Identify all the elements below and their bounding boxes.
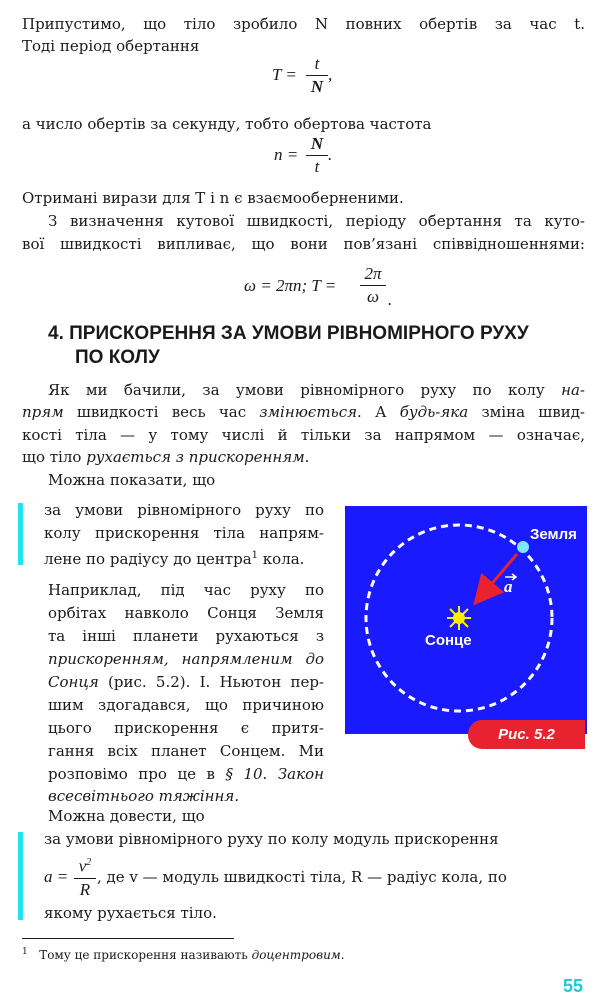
fraction-numerator: t bbox=[314, 54, 320, 73]
highlight-line: якому рухається тіло. bbox=[44, 904, 217, 922]
paragraph-line: З визначення кутової швидкості, періоду обертання та куто- bbox=[48, 212, 585, 230]
highlight-line: колу прискорення тіла напрям- bbox=[44, 524, 324, 542]
sun-label: Сонце bbox=[425, 632, 472, 649]
highlight-line: , де v — модуль швидкості тіла, R — радіус кола, по bbox=[97, 868, 507, 886]
paragraph-line: Можна довести, що bbox=[48, 807, 205, 825]
fraction-numerator: N bbox=[310, 134, 324, 153]
paragraph-line: всесвітнього тяжіння. bbox=[48, 787, 240, 805]
highlight-line: за умови рівномірного руху по колу модуль прискорення bbox=[44, 830, 499, 848]
page-number: 55 bbox=[562, 976, 583, 996]
formula-lhs: ω = 2πn; T = bbox=[244, 276, 337, 295]
orbit-illustration bbox=[345, 506, 587, 734]
earth-icon bbox=[517, 541, 529, 553]
formula-tail: , bbox=[328, 65, 333, 84]
fraction-numerator: $v^2$ bbox=[78, 856, 92, 876]
formula-lhs: T = bbox=[272, 65, 297, 84]
formula-tail: . bbox=[328, 145, 333, 164]
paragraph-line: гання всіх планет Сонцем. Ми bbox=[48, 742, 324, 760]
paragraph-line: Припустимо, що тіло зробило N повних обертів за час t. bbox=[22, 15, 585, 33]
paragraph-line: кості тіла — у тому числі й тільки за напрямом — означає, bbox=[22, 426, 585, 444]
fraction-denominator: N bbox=[310, 77, 324, 96]
highlight-bar bbox=[18, 832, 23, 920]
fraction-denominator: R bbox=[79, 879, 91, 899]
formula-fraction bbox=[74, 853, 96, 900]
sun-icon bbox=[447, 606, 471, 630]
fraction-denominator: ω bbox=[366, 287, 379, 306]
formula-lhs: n = bbox=[274, 145, 299, 164]
paragraph-line: та інші планети рухаються з bbox=[48, 627, 324, 645]
figure-caption: Рис. 5.2 bbox=[468, 720, 585, 749]
fraction-denominator: t bbox=[314, 157, 320, 176]
earth-label: Земля bbox=[530, 526, 577, 543]
paragraph-line: а число обертів за секунду, тобто обертова частота bbox=[22, 115, 432, 133]
footnote: $^1$ Тому це прискорення називають доцентровим. bbox=[22, 947, 345, 962]
formula-lhs: a = bbox=[44, 867, 69, 886]
paragraph-line: Тоді період обертання bbox=[22, 37, 200, 55]
fraction-numerator: 2π bbox=[364, 264, 382, 283]
formula-fraction bbox=[306, 54, 328, 97]
paragraph-line: що тіло рухається з прискоренням. bbox=[22, 448, 310, 466]
formula-fraction bbox=[360, 264, 386, 307]
paragraph-line: орбітах навколо Сонця Земля bbox=[48, 604, 324, 622]
paragraph-line: прискоренням, напрямленим до bbox=[48, 650, 324, 668]
paragraph-line: цього прискорення є притя- bbox=[48, 719, 324, 737]
orbit-figure bbox=[345, 506, 587, 734]
paragraph-line: Можна показати, що bbox=[48, 471, 216, 489]
paragraph-line: прям швидкості весь час змінюється. А будь-яка зміна швид- bbox=[22, 403, 585, 421]
section-heading: 4. ПРИСКОРЕННЯ ЗА УМОВИ РІВНОМІРНОГО РУХУ ПО КОЛУ bbox=[48, 323, 529, 368]
vector-label: a bbox=[504, 577, 513, 596]
paragraph-line: Як ми бачили, за умови рівномірного руху по колу на- bbox=[48, 381, 585, 399]
paragraph-line: розповімо про це в § 10. Закон bbox=[48, 765, 324, 783]
highlight-line: лене по радіусу до центра$^1$ кола. bbox=[44, 550, 305, 568]
footnote-rule bbox=[22, 938, 234, 939]
highlight-line: за умови рівномірного руху по bbox=[44, 501, 324, 519]
paragraph-line: Отримані вирази для T і n є взаємооберненими. bbox=[22, 189, 404, 207]
paragraph-line: Наприклад, під час руху по bbox=[48, 581, 324, 599]
formula-fraction bbox=[306, 134, 328, 177]
paragraph-line: Сонця (рис. 5.2). І. Ньютон пер- bbox=[48, 673, 324, 691]
highlight-bar bbox=[18, 503, 23, 565]
paragraph-line: вої швидкості випливає, що вони пов’язані співвідношеннями: bbox=[22, 235, 585, 253]
paragraph-line: шим здогадався, що причиною bbox=[48, 696, 324, 714]
formula-tail: . bbox=[388, 290, 393, 309]
